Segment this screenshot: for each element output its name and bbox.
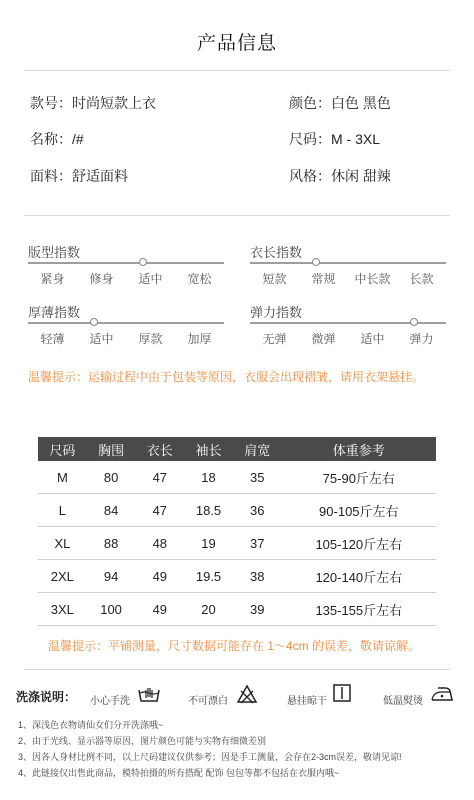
index-option: 厚款 bbox=[138, 332, 163, 346]
index-option: 宽松 bbox=[187, 272, 212, 286]
table-cell: 20 bbox=[184, 593, 233, 626]
info-style: 风格：休闲 甜辣 bbox=[289, 168, 391, 184]
divider bbox=[24, 70, 450, 71]
low-iron-icon bbox=[430, 685, 454, 703]
table-header-row bbox=[38, 437, 436, 461]
index-marker bbox=[139, 258, 147, 266]
wash-label: 悬挂晾干 bbox=[287, 696, 327, 707]
index-title: 弹力指数 bbox=[250, 305, 303, 320]
table-cell: 47 bbox=[135, 461, 184, 494]
table-row bbox=[38, 461, 436, 494]
index-option: 加厚 bbox=[187, 332, 212, 346]
index-option: 适中 bbox=[360, 332, 385, 346]
no-bleach-icon bbox=[236, 684, 258, 704]
index-track bbox=[250, 262, 446, 264]
hang-dry-icon bbox=[332, 683, 352, 703]
divider bbox=[24, 669, 450, 670]
index-option: 短款 bbox=[262, 272, 287, 286]
index-option: 修身 bbox=[89, 272, 114, 286]
table-header-cell: 衣长 bbox=[135, 437, 184, 461]
note-item: 1、深浅色衣物请仙女们分开洗涤哦~ bbox=[18, 720, 164, 730]
shipping-warning: 温馨提示：运输过程中由于包装等原因，衣服会出现褶皱，请用衣架悬挂。 bbox=[28, 370, 425, 384]
index-option: 紧身 bbox=[40, 272, 65, 286]
table-cell: 48 bbox=[135, 527, 184, 560]
table-cell: M bbox=[38, 461, 87, 494]
table-cell: 3XL bbox=[38, 593, 87, 626]
table-cell: 36 bbox=[233, 494, 282, 527]
index-option: 弹力 bbox=[409, 332, 434, 346]
wash-label: 不可漂白 bbox=[188, 696, 228, 707]
index-title: 厚薄指数 bbox=[28, 305, 81, 320]
index-track bbox=[28, 262, 224, 264]
table-cell: 88 bbox=[87, 527, 136, 560]
index-track bbox=[28, 322, 224, 324]
note-item: 4、此链接仅出售此商品，模特拍摄的所有搭配 配饰 包包等都不包括在衣服内哦~ bbox=[18, 768, 340, 778]
table-header-cell: 胸围 bbox=[87, 437, 136, 461]
table-row bbox=[38, 494, 436, 527]
index-option: 常规 bbox=[311, 272, 336, 286]
index-option: 无弹 bbox=[262, 332, 287, 346]
index-title: 衣长指数 bbox=[250, 245, 303, 260]
size-table bbox=[38, 437, 436, 626]
info-name: 名称：/# bbox=[30, 131, 84, 147]
table-cell: 84 bbox=[87, 494, 136, 527]
table-cell: 75-90斤左右 bbox=[282, 461, 436, 494]
divider bbox=[24, 215, 450, 216]
table-cell: 35 bbox=[233, 461, 282, 494]
table-cell: 120-140斤左右 bbox=[282, 560, 436, 593]
index-option: 长款 bbox=[409, 272, 434, 286]
wash-title: 洗涤说明： bbox=[16, 690, 77, 704]
index-marker bbox=[90, 318, 98, 326]
table-cell: L bbox=[38, 494, 87, 527]
table-cell: 80 bbox=[87, 461, 136, 494]
table-row bbox=[38, 527, 436, 560]
table-cell: 49 bbox=[135, 560, 184, 593]
table-cell: 135-155斤左右 bbox=[282, 593, 436, 626]
wash-label: 低温熨烫 bbox=[383, 696, 423, 707]
table-row bbox=[38, 560, 436, 593]
note-item: 2、由于光线、显示器等原因，图片颜色可能与实物有细微差别 bbox=[18, 736, 267, 746]
table-cell: 39 bbox=[233, 593, 282, 626]
index-option: 中长款 bbox=[354, 272, 391, 286]
index-option: 适中 bbox=[138, 272, 163, 286]
table-cell: 47 bbox=[135, 494, 184, 527]
table-cell: 18.5 bbox=[184, 494, 233, 527]
info-fabric: 面料：舒适面料 bbox=[30, 168, 128, 184]
index-marker bbox=[312, 258, 320, 266]
index-title: 版型指数 bbox=[28, 245, 81, 260]
table-header-cell: 肩宽 bbox=[233, 437, 282, 461]
index-marker bbox=[410, 318, 418, 326]
table-header-cell: 袖长 bbox=[184, 437, 233, 461]
table-cell: 49 bbox=[135, 593, 184, 626]
measurement-warning: 温馨提示：平铺测量，尺寸数据可能存在 1～4cm 的误差，敬请谅解。 bbox=[48, 639, 421, 653]
table-cell: 2XL bbox=[38, 560, 87, 593]
table-cell: 105-120斤左右 bbox=[282, 527, 436, 560]
index-option: 适中 bbox=[89, 332, 114, 346]
table-header-cell: 尺码 bbox=[38, 437, 87, 461]
note-item: 3、因各人身材比例不同，以上尺码建议仅供参考；因是手工测量，会存在2-3cm误差，敬请见谅! bbox=[18, 752, 402, 762]
table-cell: 37 bbox=[233, 527, 282, 560]
index-option: 微弹 bbox=[311, 332, 336, 346]
hand-wash-icon bbox=[137, 684, 161, 704]
table-cell: 19 bbox=[184, 527, 233, 560]
table-cell: 19.5 bbox=[184, 560, 233, 593]
table-header-cell: 体重参考 bbox=[282, 437, 436, 461]
table-cell: 100 bbox=[87, 593, 136, 626]
wash-label: 小心手洗 bbox=[90, 696, 130, 707]
info-color: 颜色：白色 黑色 bbox=[289, 95, 391, 111]
info-size: 尺码：M - 3XL bbox=[289, 131, 381, 147]
table-cell: 90-105斤左右 bbox=[282, 494, 436, 527]
info-style-no: 款号：时尚短款上衣 bbox=[30, 95, 156, 111]
table-cell: XL bbox=[38, 527, 87, 560]
index-option: 轻薄 bbox=[40, 332, 65, 346]
table-row bbox=[38, 593, 436, 626]
page-title: 产品信息 bbox=[196, 33, 277, 54]
table-cell: 94 bbox=[87, 560, 136, 593]
table-cell: 38 bbox=[233, 560, 282, 593]
table-cell: 18 bbox=[184, 461, 233, 494]
